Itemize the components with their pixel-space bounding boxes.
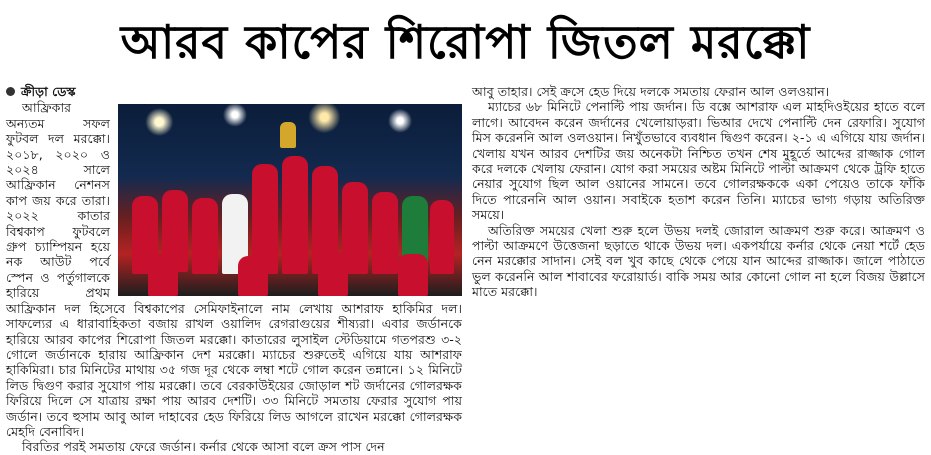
player-figure: [148, 254, 178, 296]
article-paragraph: ম্যাচের ৬৮ মিনিটে পেনাল্টি পায় জর্দান। ডি বক্সে আশরাফ এল মাহদিওইয়ের হাতে বলে লাগে। আবেদন করেন জর্দানের খেলোয়াড়রা। ভিআর দেখে পেনাল্টি দেন রেফারি। সুযোগ মিস করেননি আল ওলওয়ান। নিখুঁতভাবে ব্যবধান দ্বিগুণ করেন। ২-১ এ এগিয়ে যায় জর্দান। খেলায় যখন আরব দেশটির জয় অনেকটা নিশ্চিত তখন শেষ মুহূর্তে আব্দের রাজ্জাক গোল করে দলকে খেলায় ফেরান। যোগ করা সময়ের অষ্টম মিনিটে পাল্টা আক্রমণ থেকে ট্রফি হাতে নেয়ার সুযোগ ছিল আল ওয়ানের সামনে। তবে গোলরক্ষককে একা পেয়েও তাকে ফাঁকি দিতে পারেননি আল ওয়ান। সবাইকে হতাশ করেন তিনি। ম্যাচের ভাগ্য গড়ায় অতিরিক্ত সময়ে।: [472, 99, 925, 223]
article-column-right: [472, 84, 925, 444]
article-paragraph: বিরতির পরই সমতায় ফেরে জর্ডান। কর্নার থেকে আসা বলে ক্রস পাস দেন: [22, 439, 385, 455]
player-figure: [430, 200, 454, 274]
trophy-icon: [280, 122, 296, 148]
bullet-icon: [6, 87, 15, 96]
desk-line: [6, 84, 462, 99]
player-figure: [192, 198, 218, 274]
desk-label: ক্রীড়া ডেস্ক: [21, 84, 76, 99]
player-figure: [318, 252, 348, 296]
player-figure: [398, 254, 428, 296]
article-paragraph: আবু তাহার। সেই ক্রসে হেড দিয়ে দলকে সমতায় ফেরান আল ওলওয়ান।: [472, 84, 830, 99]
article-column-left: [6, 84, 462, 455]
player-figure: [238, 256, 268, 296]
player-figure: [282, 156, 308, 274]
headline: আরব কাপের শিরোপা জিতল মরক্কো: [120, 15, 811, 69]
article-paragraph: আফ্রিকার অন্যতম সফল ফুটবল দল মরক্কো। ২০১৮, ২০২০ ও ২০২৪ সালে আফ্রিকান নেশনস কাপ জয় করে তারা। ২০২২ কাতার বিশ্বকাপ ফুটবলে গ্রুপ চ্যাম্পিয়ন হয়ে নক আউট পর্বে স্পেন ও পর্তুগালকে হারিয়ে প্রথম আফ্রিকান দল হিসেবে বিশ্বকাপের সেমিফাইনালে নাম লেখায় আশরাফ হাকিমির দল। সাফল্যের এ ধারাবাহিকতা বজায় রাখল ওয়ালিদ রেগরাগুয়ের শীষ্যরা। এবার জর্ডানকে হারিয়ে আরব কাপের শিরোপা জিতল মরক্কো। কাতারের লুসাইল স্টেডিয়ামে গতপরশু ৩-২ গোলে জর্ডানকে হারায় আফ্রিকান দেশ মরক্কো। ম্যাচের শুরুতেই এগিয়ে যায় আশরাফ হাকিমিরা। চার মিনিটের মাথায় ৩৫ গজ দূর থেকে লম্বা শটে গোল করেন তন্নানে। ১২ মিনিটে লিড দ্বিগুণ করার সুযোগ পায় মরক্কো। তবে বেরকাউইয়ের জোড়াল শট জর্দানের গোলরক্ষক ফিরিয়ে দিলে সে যাত্রায় রক্ষা পায় আরব দেশটি। ৩৩ মিনিটে সমতায় ফেরার সুযোগ পায় জর্ডান। তবে হুসাম আবু আল দাহাবের হেড ফিরিয়ে লিড আগলে রাখেন মরক্কো গোলরক্ষক মেহদি বেনাবিদ।: [6, 100, 462, 439]
article-paragraph: অতিরিক্ত সময়ের খেলা শুরু হলে উভয় দলই জোরাল আক্রমণ শুরু করে। আক্রমণ ও পাল্টা আক্রমণে উত্তেজনা ছড়াতে থাকে উভয় দল। একপর্যায়ে কর্নার থেকে নেয়া শর্টে হেড নেন মরক্কোর সাদান। সেই বল খুব কাছে থেকে পেয়ে যান আব্দের রাজ্জাক। জালে পাঠাতে ভুল করেননি আল শাবাবের ফরোয়ার্ড। বাকি সময় আর কোনো গোল না হলে বিজয় উল্লাসে মাতে মরক্কো।: [472, 222, 925, 300]
photo-container: [118, 104, 462, 296]
player-figure: [372, 192, 398, 274]
team-celebration-photo: [118, 104, 462, 296]
